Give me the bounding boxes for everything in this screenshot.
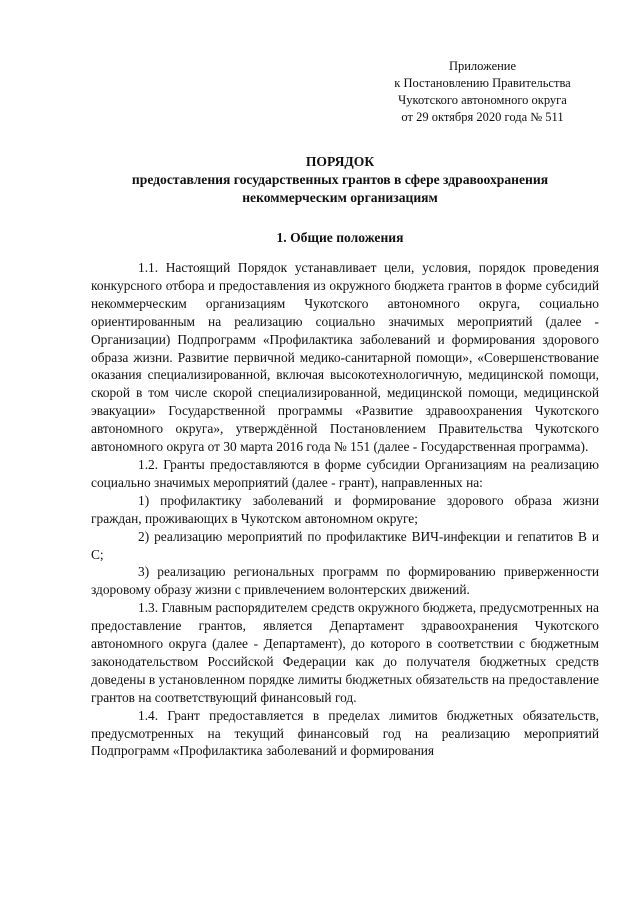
list-item-3: 3) реализацию региональных программ по формированию приверженности здоровому образу жизни с привлечением волонтерских движений. <box>91 564 599 598</box>
paragraph-1-1: 1.1. Настоящий Порядок устанавливает цели, условия, порядок проведения конкурсного отбора и предоставления из окружного бюджета грантов в форме субсидий некоммерческим организациям Чукотского автономного округа, социально ориентированным на реализацию социально значимых мероприятий (далее - Организации) Подпрограмм «Профилактика заболеваний и формирования здорового образа жизни. Развитие первичной медико-санитарной помощи», «Совершенствование оказания специализированной, включая высокотехнологичную, медицинской помощи, скорой в том числе скорой специализированной, медицинской помощи, медицинской эвакуации» Государственной программы «Развитие здравоохранения Чукотского автономного округа», утверждённой Постановлением Правительства Чукотского автономного округа от 30 марта 2016 года № 151 (далее - Государственная программа). <box>91 260 599 455</box>
title-subtitle-line-1: предоставления государственных грантов в сфере здравоохранения <box>131 172 549 187</box>
annex-line-1: Приложение <box>448 59 517 73</box>
section-heading: 1. Общие положения <box>276 230 404 245</box>
list-item-1: 1) профилактику заболеваний и формирование здорового образа жизни граждан, проживающих в Чукотском автономном округе; <box>91 492 599 526</box>
document-body <box>91 259 599 760</box>
title-subtitle-line-2: некоммерческим организациям <box>242 190 438 205</box>
paragraph-1-3: 1.3. Главным распорядителем средств окружного бюджета, предусмотренных на предоставление грантов, является Департамент здравоохранения Чукотского автономного округа (далее - Департамент), до которого в соответствии с бюджетным законодательством Российской Федерации как до получателя бюджетных средств доведены в установленном порядке лимиты бюджетных обязательств на предоставление грантов на соответствующий финансовый год. <box>91 600 599 705</box>
annex-block <box>380 58 585 126</box>
document-title <box>80 153 600 207</box>
annex-line-3: Чукотского автономного округа <box>398 93 567 107</box>
title-main: ПОРЯДОК <box>305 154 375 169</box>
paragraph-1-4: 1.4. Грант предоставляется в пределах лимитов бюджетных обязательств, предусмотренных на текущий финансовый год на реализацию мероприятий Подпрограмм «Профилактика заболеваний и формирования <box>91 707 599 759</box>
annex-line-2: к Постановлению Правительства <box>394 76 571 90</box>
list-item-2: 2) реализацию мероприятий по профилактике ВИЧ-инфекции и гепатитов В и С; <box>91 528 599 562</box>
paragraph-1-2: 1.2. Гранты предоставляются в форме субсидии Организациям на реализацию социально значимых мероприятий (далее - грант), направленных на: <box>91 456 599 490</box>
annex-line-4: от 29 октября 2020 года № 511 <box>401 110 564 124</box>
